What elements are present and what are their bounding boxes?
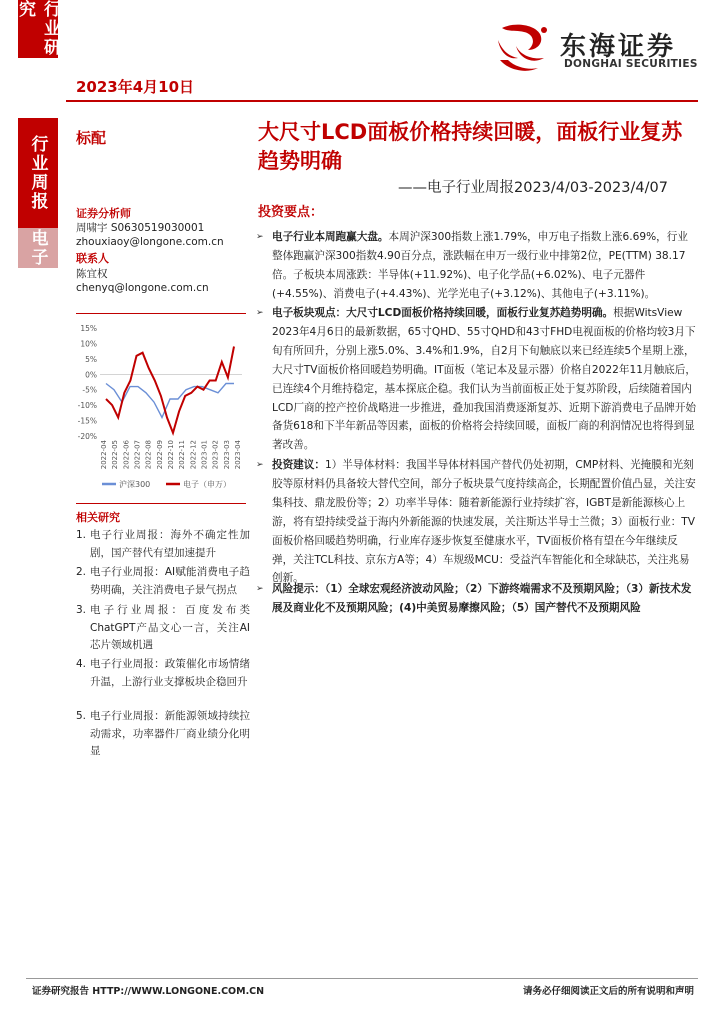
y-tick-label: 10% (80, 339, 97, 349)
tab-sector-label: 电子 (27, 229, 48, 267)
y-tick-label: -20% (77, 432, 97, 441)
paragraph-advice-lead: 投资建议： (272, 459, 325, 471)
logo-name-cn: 东海证券 (560, 32, 677, 62)
paragraph-market (256, 228, 696, 304)
chart-divider (76, 503, 246, 504)
arrow-bullet-icon: ➢ (256, 308, 264, 318)
x-tick-label: 2022-09 (155, 440, 164, 470)
related-item[interactable]: 5. 电子行业周报：新能源领域持续拉动需求，功率器件厂商业绩分化明显 (76, 710, 250, 757)
x-tick-label: 2022-07 (133, 440, 142, 470)
y-tick-label: -10% (77, 401, 97, 411)
side-divider (76, 313, 246, 314)
footer-left[interactable]: 证券研究报告 HTTP://WWW.LONGONE.COM.CN (32, 986, 265, 997)
related-item[interactable]: 1. 电子行业周报：海外不确定性加剧，国产替代有望加速提升 (76, 529, 250, 559)
x-tick-label: 2022-10 (167, 440, 175, 470)
series-line-sw-electronics (106, 347, 234, 433)
tab-industry-research-label: 行业研究 (15, 0, 60, 57)
paragraph-view (256, 304, 696, 455)
donghai-logo-icon (494, 20, 556, 76)
paragraph-advice (256, 456, 696, 588)
footer-divider (26, 978, 698, 979)
x-tick-label: 2023-03 (222, 440, 231, 470)
x-tick-label: 2022-08 (144, 440, 153, 470)
paragraph-view-text: 根据WitsView 2023年4月6日的最新数据，65寸QHD、55寸QHD和43寸FHD电视面板的价格均较3月下旬有所回升，分别上涨5.0%、3.4%和1.9%，自2月下旬触底以来已经连续5个星期上涨，大尺寸TV面板价格回暖趋势明确。IT面板（笔记本及显示器）价格自2022年11月触底后，已连续4个月维持稳定，基本探底企稳。我们认为当前面板正处于复苏阶段，后续随着国内LCD厂商的控产控价战略进一步推进，叠加我国消费逐渐复苏、近期下游消费电子品牌开始备货618和下半年新品等因素，面板的价格将会持续回暖，面板厂商的利润情况也将得到显著改善。 (272, 307, 697, 452)
arrow-bullet-icon: ➢ (256, 232, 264, 242)
contact-name: 陈宜权 (76, 268, 108, 280)
x-tick-label: 2022-12 (189, 440, 198, 470)
footer-disclaimer: 请务必仔细阅读正文后的所有说明和声明 (522, 986, 694, 997)
x-tick-label: 2022-11 (178, 440, 187, 470)
x-tick-label: 2023-02 (211, 440, 220, 470)
related-item[interactable]: 3. 电子行业周报：百度发布类ChatGPT产品文心一言，关注AI芯片领域机遇 (76, 604, 250, 651)
paragraph-view-lead: 电子板块观点：大尺寸LCD面板价格持续回暖，面板行业复苏趋势明确。 (272, 307, 614, 319)
index-comparison-chart (72, 320, 248, 496)
analyst-name-cert: 周啸宇 S0630519030001 (76, 222, 205, 234)
tab-industry-weekly (18, 118, 58, 228)
paragraph-risk (256, 580, 696, 618)
series-line-hs300 (106, 384, 234, 418)
related-item[interactable]: 2. 电子行业周报：AI赋能消费电子趋势明确，关注消费电子景气拐点 (76, 566, 250, 596)
paragraph-market-lead: 电子行业本周跑赢大盘。 (272, 231, 389, 243)
paragraph-advice-text: 1）半导体材料：我国半导体材料国产替代仍处初期，CMP材料、光掩膜和光刻胶等原材料仍具备较大替代空间，部分子板块景气度持续高企，长期配置价值凸显，关注安集科技、鼎龙股份等；2）功率半导体：随着新能源行业持续扩容，IGBT是新能源核心上游，将有望持续受益于海内外新能源的快速发展，关注斯达半导士兰微；3）面板行业：TV面板价格回暖趋势明确，行业库存逐步恢复至健康水平，TV面板价格有望在今年继续反弹，关注TCL科技、京东方A等；4）车规级MCU：受益汽车智能化和全球缺芯，关注兆易创新。 (272, 459, 696, 585)
legend-label: 沪深300 (119, 480, 151, 489)
report-title: 大尺寸LCD面板价格持续回暖，面板行业复苏趋势明确 (258, 120, 683, 173)
y-tick-label: -15% (77, 416, 97, 426)
report-subtitle: ——电子行业周报2023/4/03-2023/4/07 (398, 180, 668, 196)
x-tick-label: 2022-04 (100, 440, 108, 470)
report-date: 2023年4月10日 (76, 78, 195, 96)
header-divider (66, 100, 698, 102)
tab-industry-weekly-label: 行业周报 (27, 135, 48, 211)
x-tick-label: 2022-05 (111, 440, 120, 470)
paragraph-risk-text: （1）全球宏观经济波动风险；（2）下游终端需求不及预期风险；（3）新技术发展及商业化不及预期风险；(4)中美贸易摩擦风险；（5）国产替代不及预期风险 (272, 583, 692, 614)
tab-industry-research (15, 0, 60, 58)
related-research-heading: 相关研究 (76, 511, 120, 524)
paragraph-risk-lead: 风险提示： (272, 583, 325, 595)
x-tick-label: 2023-04 (234, 440, 242, 470)
contact-email[interactable]: chenyq@longone.com.cn (76, 282, 209, 294)
arrow-bullet-icon: ➢ (256, 460, 264, 470)
y-tick-label: -5% (82, 385, 97, 395)
investment-points-heading: 投资要点： (258, 205, 324, 220)
analyst-label: 证券分析师 (76, 207, 131, 220)
arrow-bullet-icon: ➢ (256, 584, 264, 594)
contact-label: 联系人 (76, 252, 109, 265)
related-item[interactable]: 4. 电子行业周报：政策催化市场情绪升温，上游行业支撑板块企稳回升 (76, 658, 250, 688)
rating: 标配 (76, 129, 107, 147)
y-tick-label: 15% (80, 324, 97, 333)
analyst-email[interactable]: zhouxiaoy@longone.com.cn (76, 236, 224, 248)
x-tick-label: 2023-01 (200, 440, 209, 470)
x-tick-label: 2022-06 (122, 440, 131, 470)
logo-name-en: DONGHAI SECURITIES (564, 58, 698, 70)
paragraph-market-text: 本周沪深300指数上涨1.79%，申万电子指数上涨6.69%，行业整体跑赢沪深300指数4.90百分点，涨跌幅在申万一级行业中排第2位，PE(TTM) 38.17倍。子板块本周涨跌：半导体(+11.92%)、电子化学品(+6.02%)、电子元器件(+4.55%)、消费电子(+4.43%)、光学光电子(+3.12%)、其他电子(+3.11%)。 (272, 231, 688, 300)
y-tick-label: 0% (85, 370, 97, 380)
legend-label: 电子（申万） (183, 480, 231, 489)
y-tick-label: 5% (85, 354, 97, 364)
tab-sector (18, 228, 58, 268)
